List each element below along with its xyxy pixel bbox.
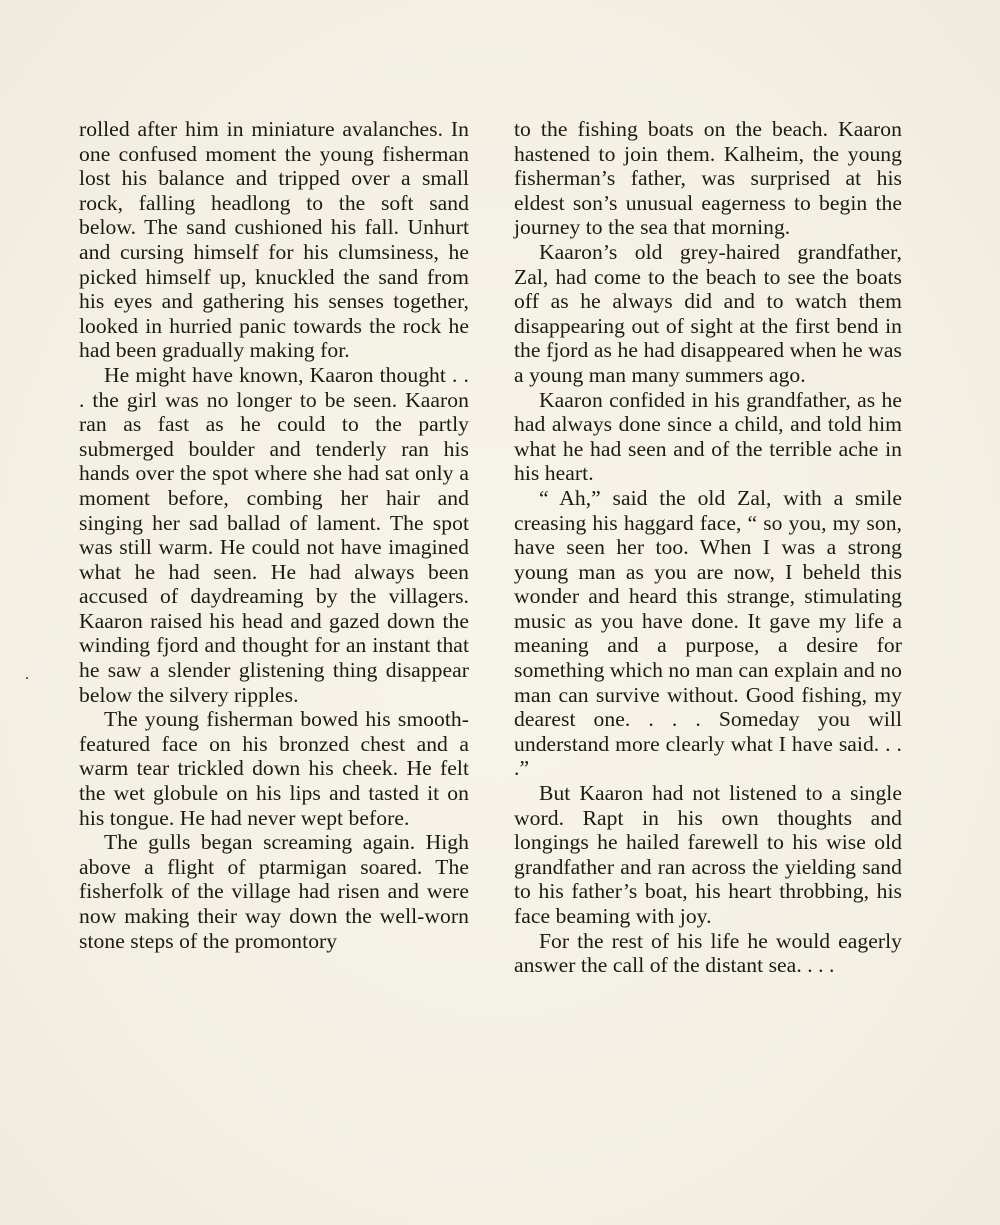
paragraph-right-4: “ Ah,” said the old Zal, with a smile creasing his haggard face, “ so you, my son, have seen her too. When I was a strong young man as you are now, I beheld this wonder and heard this strange, stimulating music as you have done. It gave my life a meaning and a purpose, a desire for something which no man can explain and no man can survive without. Good fishing, my dearest one. . . . Someday you will understand more clearly what I have said. . . .” <box>514 485 902 781</box>
paper-speck <box>26 677 28 679</box>
paragraph-left-1: rolled after him in miniature avalanches. In one confused moment the young fisherman lost his balance and tripped over a small rock, falling headlong to the soft sand below. The sand cushioned his fall. Unhurt and cursing himself for his clumsiness, he picked himself up, knuckled the sand from his eyes and gathering his senses together, looked in hurried panic towards the rock he had been gradually making for. <box>79 117 469 363</box>
paragraph-left-2: He might have known, Kaaron thought . . . the girl was no longer to be seen. Kaaron ran as fast as he could to the partly submerged boulder and tenderly ran his hands over the spot where she had sat only a moment before, combing her hair and singing her sad ballad of lament. The spot was still warm. He could not have imagined what he had seen. He had always been accused of daydreaming by the villagers. Kaaron raised his head and gazed down the winding fjord and thought for an instant that he saw a slender glistening thing disappear below the silvery ripples. <box>79 362 469 707</box>
right-text-column <box>514 117 902 978</box>
paragraph-left-3: The young fisherman bowed his smooth-featured face on his bronzed chest and a warm tear trickled down his cheek. He felt the wet globule on his lips and tasted it on his tongue. He had never wept before. <box>79 707 469 830</box>
paragraph-right-6: For the rest of his life he would eagerly answer the call of the distant sea. . . . <box>514 928 902 978</box>
paragraph-right-2: Kaaron’s old grey-haired grandfather, Zal, had come to the beach to see the boats off as he always did and to watch them disappearing out of sight at the first bend in the fjord as he had disappeared when he was a young man many summers ago. <box>514 239 902 387</box>
left-text-column <box>79 117 469 953</box>
paragraph-right-5: But Kaaron had not listened to a single word. Rapt in his own thoughts and longings he hailed farewell to his wise old grandfather and ran across the yielding sand to his father’s boat, his heart throbbing, his face beaming with joy. <box>514 781 902 928</box>
paragraph-right-3: Kaaron confided in his grandfather, as he had always done since a child, and told him what he had seen and of the terrible ache in his heart. <box>514 387 902 486</box>
paragraph-left-4: The gulls began screaming again. High above a flight of ptarmigan soared. The fisherfolk of the village had risen and were now making their way down the well-worn stone steps of the promontory <box>79 830 469 953</box>
paragraph-right-1: to the fishing boats on the beach. Kaaron hastened to join them. Kalheim, the young fisherman’s father, was surprised at his eldest son’s unusual eagerness to begin the journey to the sea that morning. <box>514 117 902 240</box>
